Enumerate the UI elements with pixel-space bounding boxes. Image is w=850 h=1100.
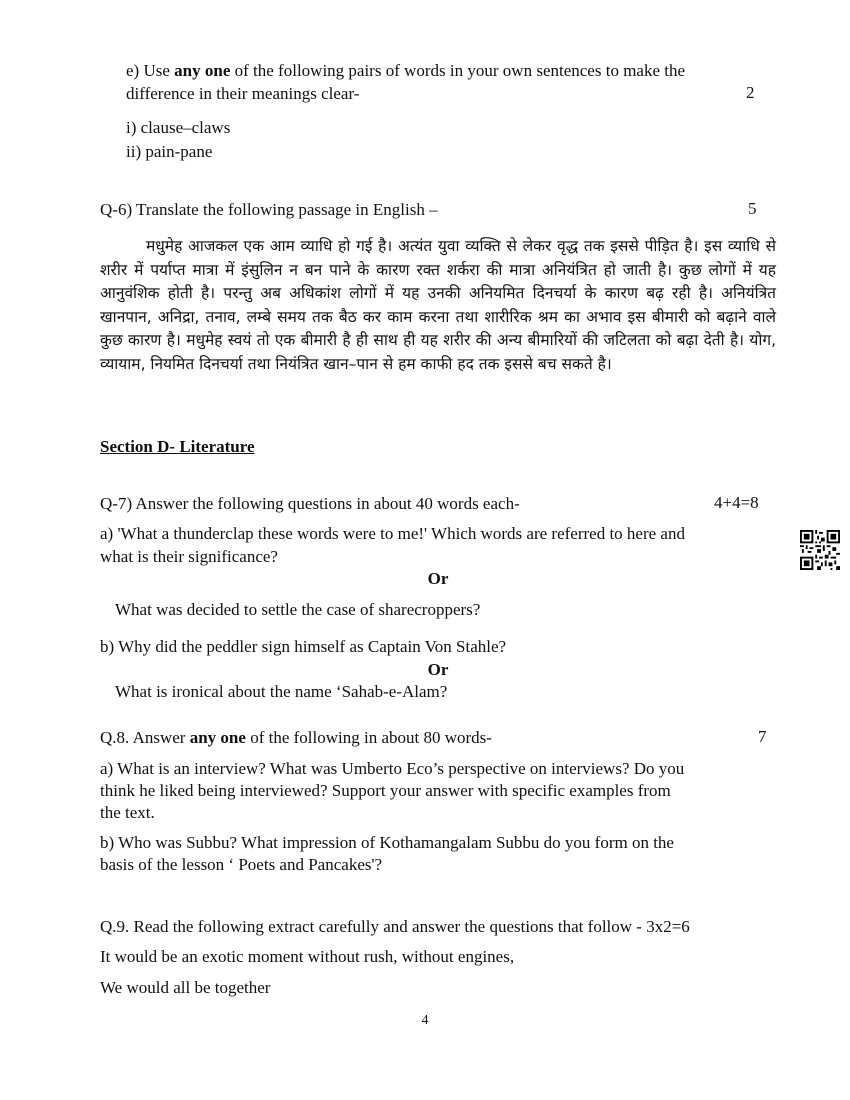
q7b-alternative: What is ironical about the name ‘Sahab-e-Alam?	[115, 682, 448, 701]
q5e-marks: 2	[746, 83, 755, 102]
q8a-line3: the text.	[100, 803, 155, 822]
q9-label: Q.9. Read the following extract carefully and answer the questions that follow - 3x2=6	[100, 917, 690, 936]
section-heading: Section D- Literature	[100, 437, 255, 456]
q7-marks: 4+4=8	[714, 493, 759, 512]
q9-extract-line2: We would all be together	[100, 978, 271, 997]
q6-label: Q-6) Translate the following passage in English –	[100, 200, 438, 219]
q7-or-1: Or	[427, 569, 449, 588]
q5e-line2: difference in their meanings clear-	[126, 84, 360, 103]
q8-label: Q.8. Answer any one of the following in about 80 words-	[100, 728, 492, 747]
q8b-line2: basis of the lesson ‘ Poets and Pancakes'?	[100, 855, 383, 874]
q6-hindi-passage: मधुमेह आजकल एक आम व्याधि हो गई है। अत्यंत युवा व्यक्ति से लेकर वृद्ध तक इससे पीड़ित है। इस व्याधि से शरीर में पर्याप्त मात्रा में इंसुलिन न बन पाने के कारण रक्त शर्करा की मात्रा अनियंत्रित हो जाती है। कुछ लोगों में यह आनुवंशिक होती है। परन्तु अब अधिकांश लोगों में यह उनकी अनियमित दिनचर्या के कारण बढ़ रही है। अनियंत्रित खानपान, अनिद्रा, तनाव, लम्बे समय तक बैठ कर काम करना तथा शारीरिक श्रम का अभाव इस बीमारी को बढ़ाने वाले कुछ कारण है। मधुमेह स्वयं तो एक बीमारी है ही साथ ही यह शरीर की अन्य बीमारियों की जटिलता को बढ़ा देती है। योग, व्यायाम, नियमित दिनचर्या तथा नियंत्रित खान–पान से हम काफी हद तक इससे बच सकते है।	[100, 237, 776, 373]
q8b-line1: b) Who was Subbu? What impression of Kothamangalam Subbu do you form on the	[100, 833, 674, 852]
q8-marks: 7	[758, 727, 767, 746]
q7-label: Q-7) Answer the following questions in about 40 words each-	[100, 494, 520, 513]
q9-extract-line1: It would be an exotic moment without rush, without engines,	[100, 947, 515, 966]
q7-or-2: Or	[427, 660, 449, 679]
q8a-line1: a) What is an interview? What was Umberto Eco’s perspective on interviews? Do you	[100, 759, 685, 778]
q5e-option-1: i) clause–claws	[126, 118, 231, 137]
page-number: 4	[421, 1013, 429, 1028]
q7a-alternative: What was decided to settle the case of sharecroppers?	[115, 600, 481, 619]
q7a-line2: what is their significance?	[100, 547, 278, 566]
q6-marks: 5	[748, 199, 757, 218]
q7a-line1: a) 'What a thunderclap these words were to me!' Which words are referred to here and	[100, 524, 685, 543]
q8a-line2: think he liked being interviewed? Support your answer with specific examples from	[100, 781, 671, 800]
q5e-line1: e) Use any one of the following pairs of words in your own sentences to make the	[126, 61, 686, 80]
qr-code-icon	[800, 530, 840, 570]
q7b: b) Why did the peddler sign himself as Captain Von Stahle?	[100, 637, 507, 656]
q5e-option-2: ii) pain-pane	[126, 142, 213, 161]
